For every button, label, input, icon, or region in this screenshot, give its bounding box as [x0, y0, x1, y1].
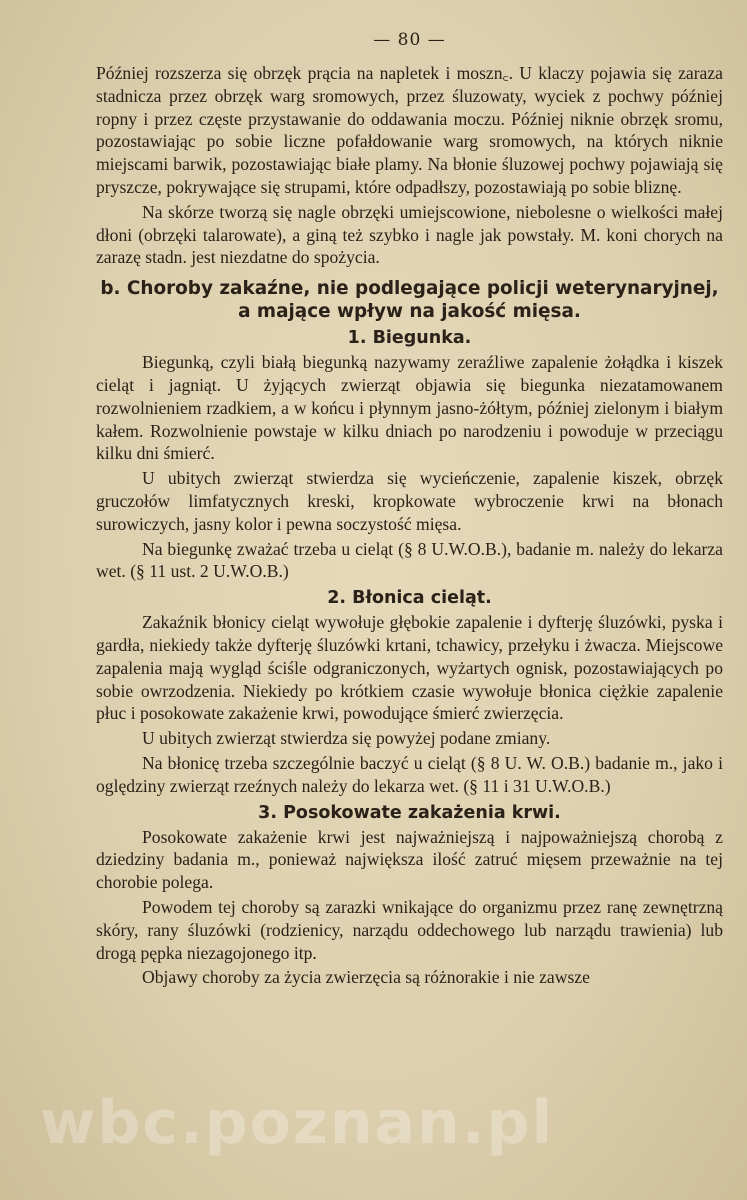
paragraph-biegunka-2: U ubitych zwierząt stwierdza się wycieńczenie, zapalenie kiszek, obrzęk gruczołów limfatycznych kreski, kropkowate wybroczenie krwi na błonach surowiczych, jasny kolor i pewna soczystość mięsa. [96, 468, 723, 534]
paragraph-blonica-3: Na błonicę trzeba szczególnie baczyć u cieląt (§ 8 U. W. O.B.) badanie m., jako i oględziny zwierząt rzeźnych należy do lekarza wet. (§ 11 i 31 U.W.O.B.) [96, 752, 723, 796]
paragraph-1: Później rozszerza się obrzęk prącia na napletek i moszn꜀. U klaczy pojawia się zaraza stadnicza przez obrzęk warg sromowych, przez śluzowaty, wyciek z pochwy później ropny i przez częste przystawanie do oddawania moczu. Później niknie obrzęk sromu, pozostawiając po sobie liczne pofałdowanie warg sromowych, na których niknie miejscami barwik, pozostawiając białe plamy. Na błonie śluzowej pochwy pojawiają się pryszcze, pokrywające się strupami, które odpadłszy, pozostawiają po sobie bliznę. [96, 63, 723, 197]
paragraph-biegunka-1: Biegunką, czyli białą biegunką nazywamy zeraźliwe zapalenie żołądka i kiszek cieląt i jagniąt. U żyjących zwierząt objawia się biegunka niezatamowanem rozwolnieniem rzadkiem, a w końcu i płynnym jasno-żółtym, później zielonym i białym kałem. Rozwolnienie powstaje w kilku dniach po narodzeniu i powoduje w przeciągu kilku dni śmierć. [96, 352, 723, 464]
watermark: wbc.poznan.pl [40, 1088, 555, 1158]
subsection-heading-2: 2. Błonica cieląt. [327, 588, 492, 609]
section-heading-b: b. Choroby zakaźne, nie podlegające policji weterynaryjnej, a mające wpływ na jakość mięsa. [100, 278, 719, 323]
paragraph-blonica-2: U ubitych zwierząt stwierdza się powyżej podane zmiany. [142, 728, 551, 749]
page-number: — 80 — [373, 30, 446, 50]
paragraph-posokowate-2: Powodem tej choroby są zarazki wnikające do organizmu przez ranę zewnętrzną skóry, rany śluzówki (rodzienicy, narządu oddechowego lub narządu trawienia) lub drogą pępka niezagojonego itp. [96, 896, 723, 963]
subsection-heading-3: 3. Posokowate zakażenia krwi. [258, 802, 561, 823]
paragraph-2: Na skórze tworzą się nagle obrzęki umiejscowione, niebolesne o wielkości małej dłoni (obrzęki talarowate), a giną też szybko i nagle jak powstały. M. koni chorych na zarazę stadn. jest niezdatne do spożycia. [96, 201, 723, 268]
subsection-heading-1: 1. Biegunka. [347, 328, 472, 349]
paragraph-blonica-1: Zakaźnik błonicy cieląt wywołuje głębokie zapalenie i dyfterję śluzówki, pyska i gardła, niekiedy także dyfterję śluzówki krtani, tchawicy, przełyku i żwacza. Miejscowe zapalenia mają wygląd ściśle odgraniczonych, wyżartych ognisk, pozostawiających po sobie owrzodzenia. Niekiedy po krótkiem czasie wywołuje błonica ciężkie zapalenie płuc i posokowate zakażenie krwi, powodujące śmierć zwierzęcia. [96, 612, 723, 724]
paragraph-posokowate-3: Objawy choroby za życia zwierzęcia są różnorakie i nie zawsze [142, 967, 590, 988]
paragraph-posokowate-1: Posokowate zakażenie krwi jest najważniejszą i najpoważniejszą chorobą z dziedziny badania m., ponieważ największa ilość zatruć mięsem przeważnie na tej chorobie polega. [96, 826, 723, 893]
paragraph-biegunka-3: Na biegunkę zważać trzeba u cieląt (§ 8 U.W.O.B.), badanie m. należy do lekarza wet. (§ 11 ust. 2 U.W.O.B.) [96, 538, 723, 582]
